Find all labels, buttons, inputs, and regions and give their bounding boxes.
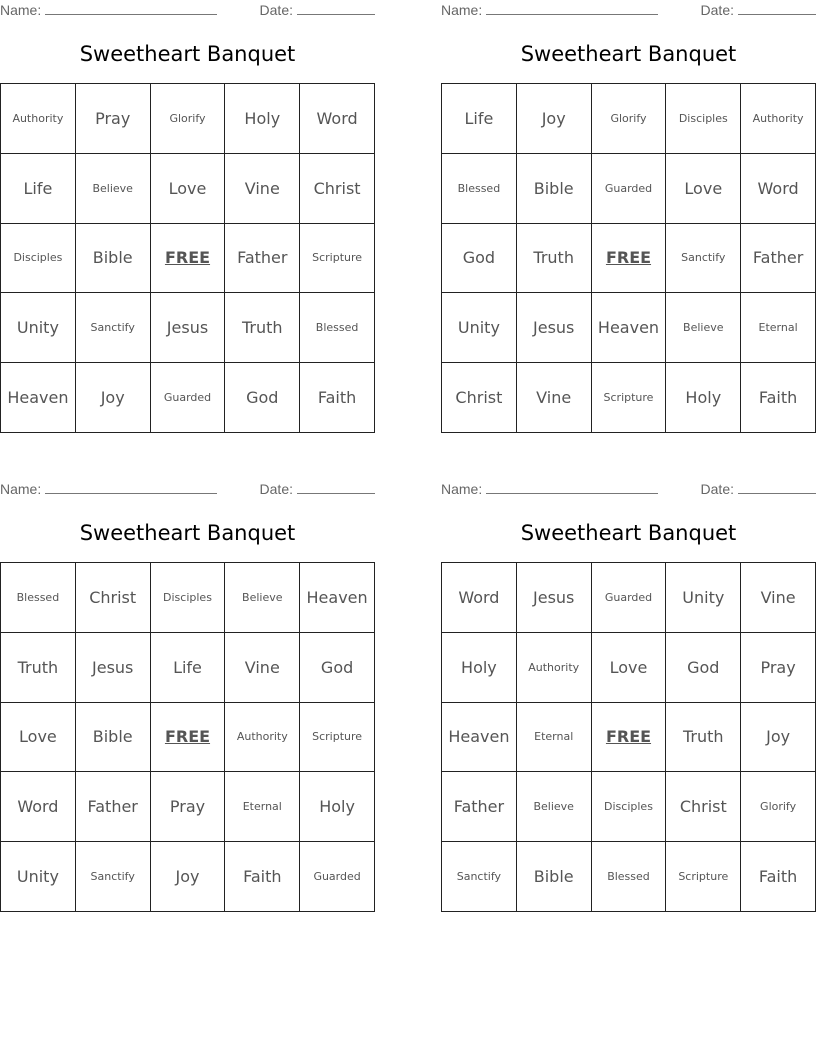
bingo-cell: Vine — [517, 363, 592, 433]
bingo-cell: Joy — [517, 84, 592, 154]
date-blank — [738, 480, 816, 494]
card-title: Sweetheart Banquet — [520, 521, 737, 545]
card-header — [441, 1, 816, 21]
bingo-cell: Word — [300, 84, 375, 154]
bingo-cell: Glorify — [741, 772, 816, 842]
bingo-cell: Father — [442, 772, 517, 842]
bingo-cell: Truth — [1, 633, 76, 703]
bingo-cell: Life — [442, 84, 517, 154]
bingo-grid — [441, 562, 816, 912]
bingo-cell: Jesus — [517, 293, 592, 363]
bingo-cell: Father — [225, 224, 300, 294]
bingo-cell: Joy — [76, 363, 151, 433]
bingo-cell: Faith — [741, 842, 816, 912]
date-blank — [297, 480, 375, 494]
bingo-cell: Believe — [76, 154, 151, 224]
bingo-cell: God — [442, 224, 517, 294]
free-space-cell: FREE — [592, 703, 667, 773]
bingo-cell: Christ — [300, 154, 375, 224]
name-label: Name: — [441, 2, 483, 18]
bingo-cell: Guarded — [300, 842, 375, 912]
bingo-cell: Vine — [741, 563, 816, 633]
bingo-cell: Bible — [517, 842, 592, 912]
bingo-cell: Truth — [666, 703, 741, 773]
bingo-cell: Christ — [442, 363, 517, 433]
bingo-card-4 — [441, 479, 816, 911]
bingo-grid — [0, 83, 375, 433]
bingo-cell: Heaven — [442, 703, 517, 773]
bingo-grid — [0, 562, 375, 912]
bingo-cell: Father — [76, 772, 151, 842]
bingo-cell: Heaven — [592, 293, 667, 363]
free-space-cell: FREE — [151, 703, 226, 773]
bingo-cell: Faith — [225, 842, 300, 912]
card-header — [0, 1, 375, 21]
bingo-cell: Love — [151, 154, 226, 224]
card-header — [0, 480, 375, 500]
bingo-cell: Pray — [151, 772, 226, 842]
bingo-cell: Blessed — [592, 842, 667, 912]
bingo-cell: Vine — [225, 154, 300, 224]
bingo-cell: Believe — [666, 293, 741, 363]
bingo-cell: Christ — [666, 772, 741, 842]
bingo-cell: Scripture — [592, 363, 667, 433]
bingo-cell: Heaven — [1, 363, 76, 433]
bingo-cell: Glorify — [592, 84, 667, 154]
bingo-card-1 — [0, 0, 375, 432]
bingo-card-2 — [441, 0, 816, 432]
bingo-cell: Holy — [666, 363, 741, 433]
bingo-cell: Blessed — [300, 293, 375, 363]
bingo-cell: Love — [666, 154, 741, 224]
name-blank — [486, 480, 658, 494]
date-blank — [297, 1, 375, 15]
name-blank — [45, 480, 217, 494]
bingo-cell: Faith — [741, 363, 816, 433]
card-header — [441, 480, 816, 500]
free-space-cell: FREE — [151, 224, 226, 294]
name-label: Name: — [0, 2, 42, 18]
bingo-cell: Jesus — [151, 293, 226, 363]
name-label: Name: — [0, 481, 42, 497]
card-title: Sweetheart Banquet — [79, 42, 296, 66]
card-title: Sweetheart Banquet — [79, 521, 296, 545]
bingo-cell: Disciples — [592, 772, 667, 842]
bingo-cell: Holy — [442, 633, 517, 703]
date-blank — [738, 1, 816, 15]
name-blank — [486, 1, 658, 15]
bingo-cell: Joy — [151, 842, 226, 912]
bingo-cell: Sanctify — [442, 842, 517, 912]
bingo-cell: God — [666, 633, 741, 703]
bingo-cell: Authority — [225, 703, 300, 773]
bingo-cell: Holy — [300, 772, 375, 842]
bingo-cell: Authority — [517, 633, 592, 703]
bingo-cell: Disciples — [666, 84, 741, 154]
bingo-cell: Glorify — [151, 84, 226, 154]
bingo-cell: Disciples — [1, 224, 76, 294]
bingo-cell: Father — [741, 224, 816, 294]
bingo-cell: Jesus — [76, 633, 151, 703]
bingo-cell: Guarded — [151, 363, 226, 433]
bingo-cell: Sanctify — [666, 224, 741, 294]
bingo-cell: Unity — [1, 842, 76, 912]
date-label: Date: — [259, 2, 293, 18]
bingo-cell: Love — [592, 633, 667, 703]
bingo-grid — [441, 83, 816, 433]
bingo-cell: Word — [1, 772, 76, 842]
bingo-cell: Life — [151, 633, 226, 703]
name-label: Name: — [441, 481, 483, 497]
name-blank — [45, 1, 217, 15]
bingo-cell: Disciples — [151, 563, 226, 633]
bingo-cell: Eternal — [741, 293, 816, 363]
bingo-cell: Holy — [225, 84, 300, 154]
card-title: Sweetheart Banquet — [520, 42, 737, 66]
bingo-cell: Pray — [741, 633, 816, 703]
bingo-cell: Scripture — [300, 703, 375, 773]
bingo-cell: God — [225, 363, 300, 433]
bingo-cell: Joy — [741, 703, 816, 773]
date-label: Date: — [700, 481, 734, 497]
bingo-cell: Bible — [76, 224, 151, 294]
bingo-cell: Scripture — [300, 224, 375, 294]
bingo-cell: Blessed — [442, 154, 517, 224]
date-label: Date: — [700, 2, 734, 18]
bingo-cell: Jesus — [517, 563, 592, 633]
bingo-cell: Unity — [1, 293, 76, 363]
free-space-cell: FREE — [592, 224, 667, 294]
bingo-cell: Vine — [225, 633, 300, 703]
bingo-cell: Authority — [741, 84, 816, 154]
bingo-cell: Bible — [76, 703, 151, 773]
bingo-card-3 — [0, 479, 375, 911]
bingo-cell: Scripture — [666, 842, 741, 912]
bingo-cell: Sanctify — [76, 293, 151, 363]
bingo-cell: Life — [1, 154, 76, 224]
bingo-cell: Eternal — [225, 772, 300, 842]
bingo-cell: Christ — [76, 563, 151, 633]
bingo-cell: Word — [442, 563, 517, 633]
bingo-cell: Authority — [1, 84, 76, 154]
bingo-cell: Pray — [76, 84, 151, 154]
bingo-cell: Eternal — [517, 703, 592, 773]
bingo-cell: Believe — [517, 772, 592, 842]
bingo-cell: Truth — [225, 293, 300, 363]
bingo-cell: Guarded — [592, 563, 667, 633]
bingo-cell: Sanctify — [76, 842, 151, 912]
bingo-cell: Blessed — [1, 563, 76, 633]
bingo-cell: Believe — [225, 563, 300, 633]
bingo-cell: Unity — [442, 293, 517, 363]
bingo-cell: God — [300, 633, 375, 703]
bingo-cell: Truth — [517, 224, 592, 294]
bingo-cell: Unity — [666, 563, 741, 633]
bingo-cell: Love — [1, 703, 76, 773]
date-label: Date: — [259, 481, 293, 497]
bingo-cell: Guarded — [592, 154, 667, 224]
bingo-cell: Word — [741, 154, 816, 224]
bingo-cell: Heaven — [300, 563, 375, 633]
bingo-cell: Bible — [517, 154, 592, 224]
bingo-cell: Faith — [300, 363, 375, 433]
